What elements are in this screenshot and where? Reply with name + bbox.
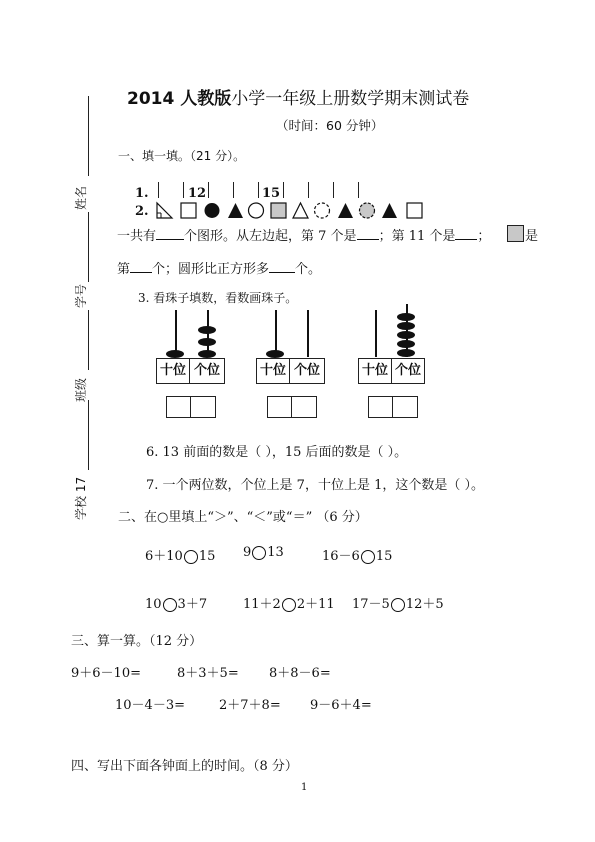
compare-item bbox=[352, 593, 444, 612]
compare-left: 11＋2 bbox=[243, 597, 281, 612]
section2-heading: 二、在○里填上“＞”、“＜”或“＝” （6 分） bbox=[118, 510, 368, 525]
circle-icon bbox=[249, 203, 264, 218]
abacus3-tens-label: 十位 bbox=[358, 358, 392, 384]
abacus3-ones-bead bbox=[397, 331, 415, 339]
q2-blank-11th[interactable] bbox=[455, 227, 477, 240]
compare-item bbox=[145, 593, 207, 612]
q2-text-h: 个。 bbox=[295, 262, 322, 277]
compare-left: 10 bbox=[145, 597, 162, 612]
calc-problem: 8＋3＋5= bbox=[177, 666, 239, 681]
filled-triangle-icon bbox=[338, 203, 353, 218]
compare-circle[interactable] bbox=[282, 598, 296, 612]
dashed-circle-icon bbox=[315, 203, 330, 218]
filled-triangle-icon bbox=[228, 203, 243, 218]
side-label-class: 班级 bbox=[74, 377, 88, 402]
binding-line-3 bbox=[88, 310, 89, 370]
q1-tick-1 bbox=[158, 182, 159, 198]
abacus1-ones-bead bbox=[198, 338, 216, 346]
compare-item bbox=[243, 545, 284, 560]
q2-text-a: 一共有 bbox=[117, 229, 157, 244]
q2-text-e: 是 bbox=[525, 229, 539, 244]
q1-tick-9 bbox=[358, 182, 359, 198]
compare-left: 6＋10 bbox=[145, 549, 183, 564]
q3-text: 3. 看珠子填数，看数画珠子。 bbox=[138, 291, 298, 305]
abacus1-ones-bead bbox=[198, 326, 216, 334]
abacus1-answer-ones[interactable] bbox=[190, 396, 216, 418]
q1-tick-5 bbox=[258, 182, 259, 198]
calc-problem: 9－6＋4= bbox=[310, 698, 372, 713]
q1-label: 1. bbox=[135, 186, 149, 201]
q2-text-b: 个图形。从左边起，第 7 个是 bbox=[184, 229, 357, 244]
abacus1-ones-bead bbox=[198, 350, 216, 358]
compare-circle[interactable] bbox=[252, 546, 266, 560]
q2-text-g: 个；圆形比正方形多 bbox=[152, 262, 270, 277]
q2-blank-7th[interactable] bbox=[357, 227, 379, 240]
compare-left: 9 bbox=[243, 545, 252, 560]
triangle-icon bbox=[293, 203, 308, 218]
abacus1-answer-tens[interactable] bbox=[166, 396, 192, 418]
gray-square-icon bbox=[507, 225, 524, 242]
compare-right: 2＋11 bbox=[296, 597, 335, 612]
abacus3-tens-rod bbox=[375, 310, 377, 357]
compare-right: 3＋7 bbox=[177, 597, 208, 612]
side-label-number: 学号 bbox=[74, 283, 88, 308]
binding-line-2 bbox=[88, 212, 89, 282]
compare-right: 15 bbox=[198, 549, 216, 564]
square-icon bbox=[181, 203, 196, 218]
q2-blank-difference[interactable] bbox=[269, 260, 295, 273]
section4-heading: 四、写出下面各钟面上的时间。（8 分） bbox=[71, 759, 298, 774]
filled-circle-icon bbox=[205, 203, 220, 218]
side-label-name: 姓名 bbox=[74, 185, 88, 210]
calc-problem: 2＋7＋8= bbox=[219, 698, 281, 713]
compare-right: 15 bbox=[375, 549, 393, 564]
abacus3-answer-tens[interactable] bbox=[368, 396, 394, 418]
abacus3-ones-bead bbox=[397, 349, 415, 357]
right-triangle-icon bbox=[157, 203, 172, 218]
q2-blank-position[interactable] bbox=[130, 260, 152, 273]
compare-item bbox=[322, 545, 392, 564]
q1-tick-2 bbox=[183, 182, 184, 198]
q2-shapes-row bbox=[155, 201, 427, 219]
abacus1-tens-bead bbox=[166, 350, 184, 358]
q7-text: 7. 一个两位数，个位上是 7，十位上是 1，这个数是（ ）。 bbox=[146, 478, 484, 493]
q2-line-2 bbox=[117, 258, 321, 277]
abacus2-answer-tens[interactable] bbox=[267, 396, 293, 418]
section1-heading: 一、填一填。（21 分）。 bbox=[118, 149, 246, 163]
compare-right: 12＋5 bbox=[405, 597, 444, 612]
q1-tick-3 bbox=[208, 182, 209, 198]
q1-tick-8 bbox=[333, 182, 334, 198]
compare-left: 16－6 bbox=[322, 549, 360, 564]
abacus1-tens-label: 十位 bbox=[156, 358, 190, 384]
abacus1-ones-label: 个位 bbox=[189, 358, 225, 384]
abacus3-ones-bead bbox=[397, 313, 415, 321]
q2-text-c: ；第 11 个是 bbox=[378, 229, 456, 244]
abacus3-ones-bead bbox=[397, 340, 415, 348]
binding-line-1 bbox=[88, 96, 89, 176]
compare-circle[interactable] bbox=[184, 550, 198, 564]
page-title bbox=[127, 84, 469, 109]
binding-line-4 bbox=[88, 400, 89, 470]
compare-item bbox=[145, 545, 215, 564]
q2-blank-total[interactable] bbox=[156, 227, 184, 240]
section3-heading: 三、算一算。（12 分） bbox=[71, 634, 203, 649]
filled-triangle-icon bbox=[382, 203, 397, 218]
q1-tick-4 bbox=[233, 182, 234, 198]
calc-problem: 8＋8－6= bbox=[269, 666, 331, 681]
page-subtitle: （时间：60 分钟） bbox=[276, 118, 384, 133]
calc-problem: 9＋6－10= bbox=[71, 666, 141, 681]
abacus3-ones-label: 个位 bbox=[391, 358, 425, 384]
title-bold: 2014 人教版 bbox=[127, 89, 232, 109]
abacus3-ones-bead bbox=[397, 322, 415, 330]
q2-text-f: 第 bbox=[117, 262, 131, 277]
abacus3-answer-ones[interactable] bbox=[392, 396, 418, 418]
abacus2-ones-label: 个位 bbox=[289, 358, 325, 384]
square-icon bbox=[407, 203, 422, 218]
compare-left: 17－5 bbox=[352, 597, 390, 612]
abacus2-tens-bead bbox=[266, 350, 284, 358]
abacus2-ones-rod bbox=[307, 310, 309, 357]
title-rest: 小学一年级上册数学期末测试卷 bbox=[231, 89, 470, 109]
gray-circle-icon bbox=[360, 203, 375, 218]
compare-circle[interactable] bbox=[361, 550, 375, 564]
q1-number-15: 15 bbox=[262, 186, 281, 201]
q6-text: 6. 13 前面的数是（ ），15 后面的数是（ ）。 bbox=[146, 445, 408, 460]
abacus2-answer-ones[interactable] bbox=[291, 396, 317, 418]
q1-tick-6 bbox=[283, 182, 284, 198]
gray-square-icon bbox=[271, 203, 286, 218]
q2-text-d: ； bbox=[477, 229, 491, 244]
q2-line-1 bbox=[117, 225, 490, 244]
compare-circle[interactable] bbox=[163, 598, 177, 612]
calc-problem: 10－4－3= bbox=[115, 698, 185, 713]
side-label-school: 学校 17 bbox=[74, 476, 88, 520]
q1-tick-7 bbox=[308, 182, 309, 198]
q2-label: 2. bbox=[135, 204, 149, 219]
q1-number-12: 12 bbox=[188, 186, 207, 201]
compare-right: 13 bbox=[267, 545, 284, 560]
page-number: 1 bbox=[301, 782, 308, 793]
compare-circle[interactable] bbox=[391, 598, 405, 612]
abacus2-tens-label: 十位 bbox=[256, 358, 290, 384]
compare-item bbox=[243, 593, 335, 612]
